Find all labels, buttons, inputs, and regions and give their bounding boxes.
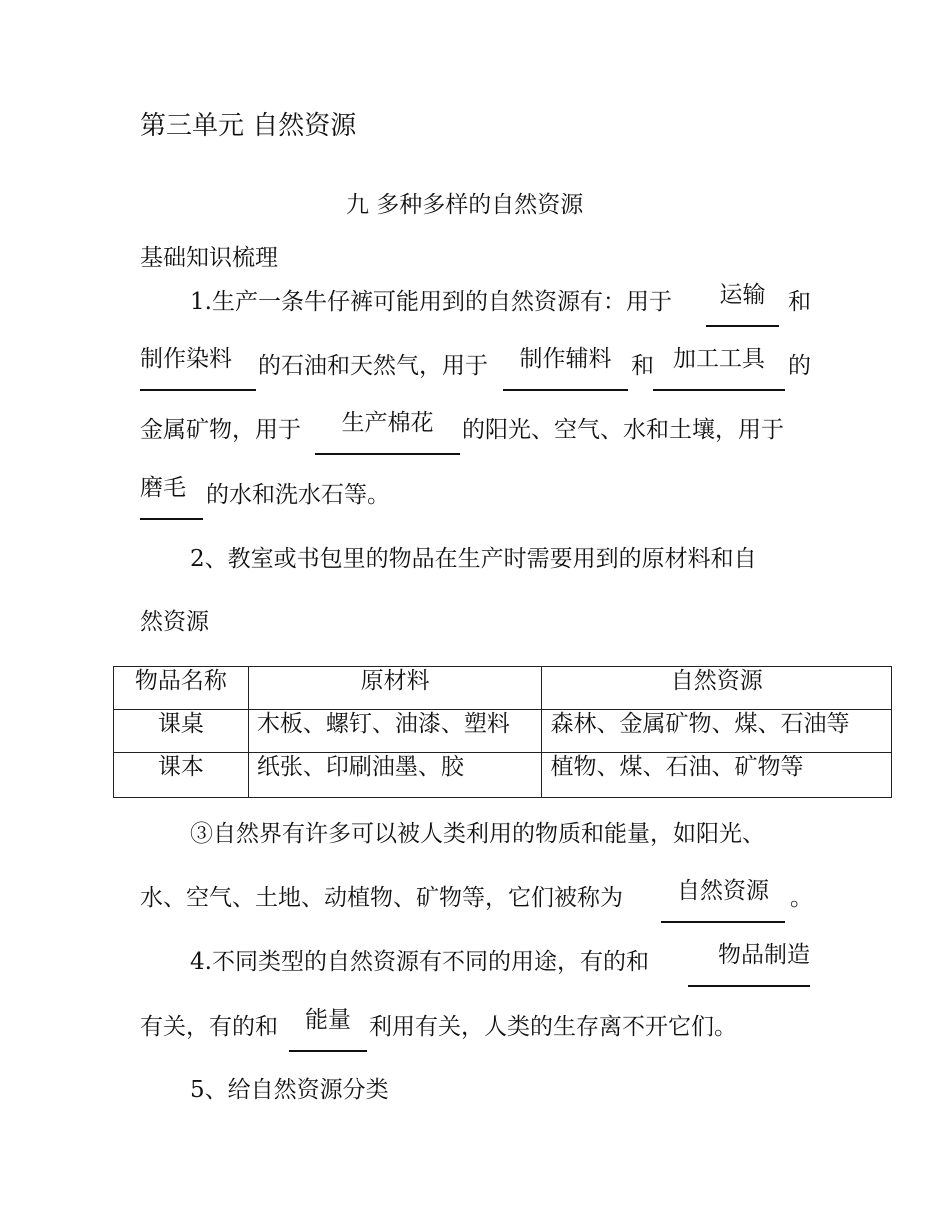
table-cell: 植物、煤、石油、矿物等: [542, 753, 892, 798]
table-cell: 纸张、印刷油墨、胶: [248, 753, 542, 798]
resources-table: [113, 666, 892, 798]
q1-blank-brush: 磨毛: [140, 476, 203, 520]
q1-blank-cotton: 生产棉花: [315, 411, 460, 455]
table-header: 原材料: [248, 667, 542, 710]
table-cell: 森林、金属矿物、煤、石油等: [542, 710, 892, 753]
table-header: 物品名称: [114, 667, 249, 710]
q4-blank-energy: 能量: [289, 1008, 367, 1052]
q1-tail: 的水和洗水石等。: [206, 482, 390, 508]
q1-line3-lead: 金属矿物，用于: [140, 417, 301, 443]
q1-lead: 1.生产一条牛仔裤可能用到的自然资源有：用于: [190, 289, 672, 315]
q3-line-1: ③自然界有许多可以被人类利用的物质和能量，如阳光、: [190, 821, 765, 847]
table-cell: 课本: [114, 753, 249, 798]
section-heading: 基础知识梳理: [140, 245, 278, 271]
q1-and-2: 和: [631, 353, 654, 379]
lesson-title: 九 多种多样的自然资源: [346, 192, 584, 218]
q1-blank-auxiliary: 制作辅料: [503, 347, 628, 391]
table-row: [114, 753, 892, 798]
q3-tail: 。: [790, 885, 813, 911]
q1-and-1: 和: [788, 289, 811, 315]
q1-blank-dye: 制作染料: [140, 347, 256, 391]
q4-blank-manufacturing: 物品制造: [688, 943, 810, 987]
table-header-row: [114, 667, 892, 710]
table-cell: 课桌: [114, 710, 249, 753]
unit-title: 第三单元 自然资源: [140, 111, 357, 141]
q3-blank-natural-resources: 自然资源: [661, 879, 785, 923]
table-cell: 木板、螺钉、油漆、塑料: [248, 710, 542, 753]
q1-blank-tools: 加工工具: [653, 347, 785, 391]
q1-mid-1: 的石油和天然气，用于: [258, 353, 488, 379]
q4-lead: 4.不同类型的自然资源有不同的用途，有的和: [190, 949, 649, 975]
q1-blank-transport: 运输: [706, 283, 779, 327]
q2-line-1: 2、教室或书包里的物品在生产时需要用到的原材料和自: [190, 546, 757, 572]
q1-mid-3: 的阳光、空气、水和土壤，用于: [462, 417, 784, 443]
q3-line2-lead: 水、空气、土地、动植物、矿物等，它们被称为: [140, 885, 623, 911]
q2-line-2: 然资源: [140, 609, 209, 635]
table-row: [114, 710, 892, 753]
table-header: 自然资源: [542, 667, 892, 710]
q4-tail: 利用有关，人类的生存离不开它们。: [369, 1014, 737, 1040]
q1-mid-2: 的: [788, 353, 811, 379]
q5-heading: 5、给自然资源分类: [190, 1077, 389, 1103]
q4-line2-lead: 有关，有的和: [140, 1014, 278, 1040]
